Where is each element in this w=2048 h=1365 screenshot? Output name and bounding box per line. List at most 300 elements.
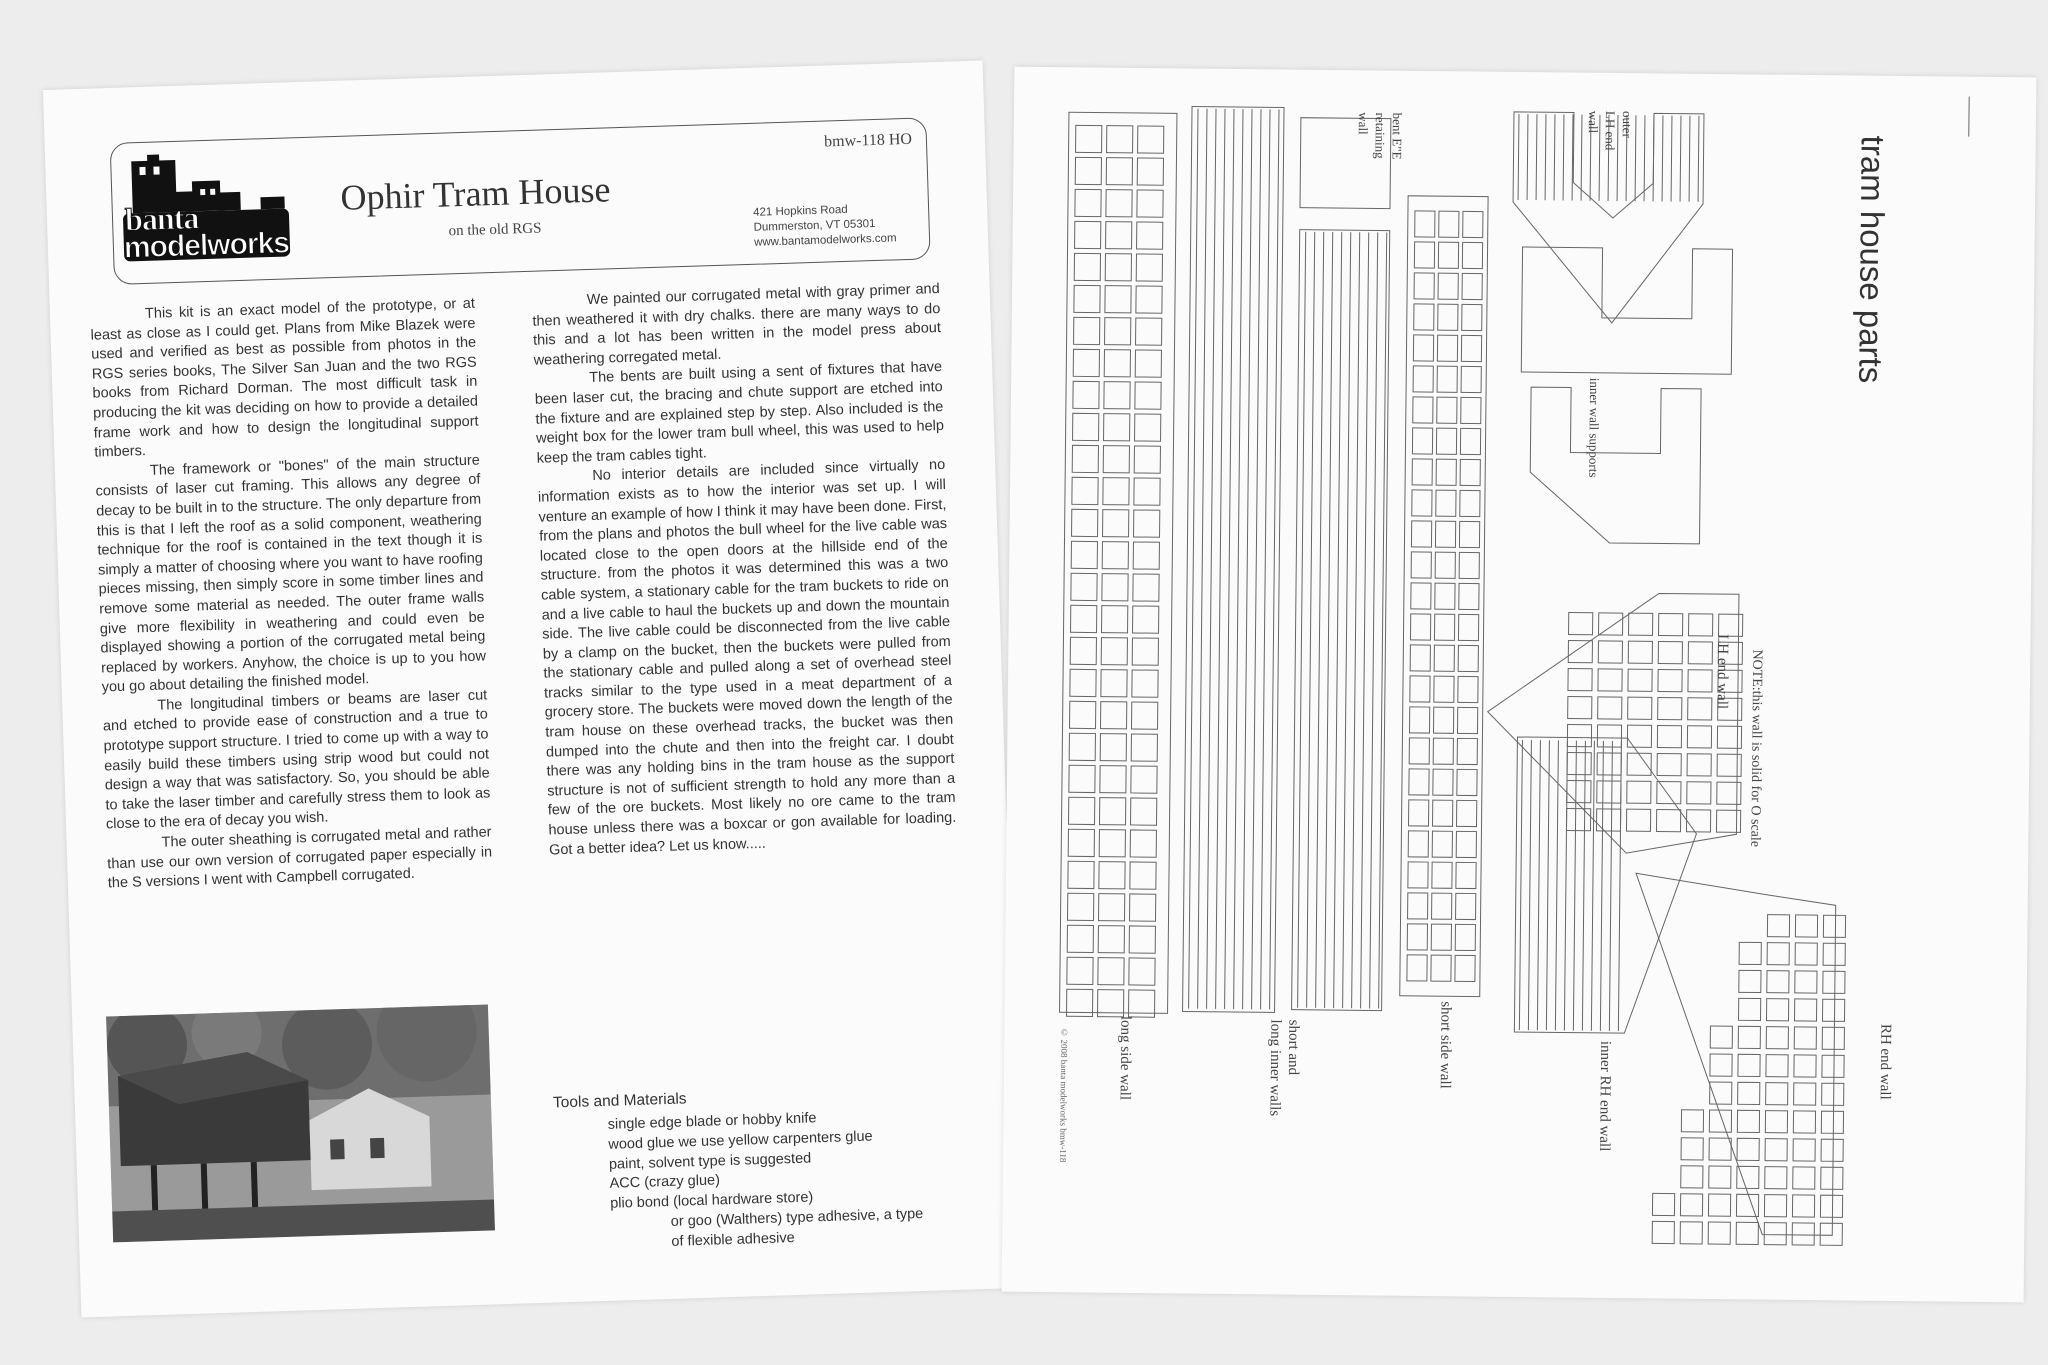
window-pane <box>1106 158 1132 185</box>
window-pane <box>1071 541 1097 568</box>
window-pane <box>1627 753 1651 775</box>
window-pane <box>1135 414 1161 441</box>
window-pane <box>1765 1111 1787 1133</box>
plank-line <box>1216 109 1225 1009</box>
window-pane <box>1736 1194 1758 1216</box>
window-pane <box>1767 915 1789 937</box>
copyright-text: © 2008 banta modelworks bmw-118 <box>1057 1027 1070 1163</box>
window-pane <box>1687 782 1711 804</box>
window-pane <box>1413 397 1433 423</box>
window-pane <box>1098 926 1124 953</box>
plank-line <box>1225 109 1234 1009</box>
window-pane <box>1408 862 1428 888</box>
window-pane <box>1737 1138 1759 1160</box>
window-pane <box>1457 738 1477 764</box>
plank-line <box>1316 232 1324 1008</box>
window-pane <box>1100 798 1126 825</box>
window-pane <box>1793 1111 1815 1133</box>
paragraph: No interior details are included since virtually no information exists as to how the interior was set up. I will venture an example of how I think it may have been done. First, from the plans and photos the bull wheel for the live cable was located close to the open doors at the hillside end of the structure. from the photos it was determined this was a two cable system, a stationary cable for the tram buckets to ride on and a live cable to haul the buckets up and down the mountain side. The live cable could be disconnected from the live cable by a clamp on the bucket, then the buckets were pulled from the stationary cable and pulled along a set of overhead steel tracks similar to the type used in a meat department of a grocery store. The buckets were moved down the length of the tram house on these overhead tracks, the bucket was then dumped into the chute and then into the freight car. I doubt there was any holding bins in the tram house as the support structure is not of sufficient strength to hold any more than a few of the ore buckets. Most likely no ore came to the tram house unless there was a boxcar or gon available for loading. Got a better idea? Let us know..... <box>537 457 957 859</box>
window-pane <box>1795 971 1817 993</box>
window-pane <box>1103 446 1129 473</box>
window-pane <box>1434 614 1454 640</box>
paragraph: This kit is an exact model of the prototype, or at least as close as I could get. Plans from Mike Blazek were used and verified as best as possible from photos in the RGS series books, The Silver San Juan and the two RGS books from Richard Dorman. The most difficult task in producing the kit was deciding on how to provide a detailed frame work and how to design the longitudinal support timbers. <box>90 295 479 461</box>
window-pane <box>1412 428 1432 454</box>
window-pane <box>1460 490 1480 516</box>
window-pane <box>1681 1166 1703 1188</box>
plank-line <box>1518 114 1519 200</box>
plank-line <box>1334 232 1342 1008</box>
label-rh-end-wall: RH end wall <box>1876 1023 1894 1100</box>
window-pane <box>1765 1139 1787 1161</box>
window-pane <box>1431 955 1451 981</box>
window-pane <box>1104 382 1130 409</box>
window-pane <box>1598 697 1622 719</box>
window-pane <box>1129 926 1155 953</box>
window-pane <box>1433 707 1453 733</box>
window-pane <box>1658 669 1682 691</box>
window-pane <box>1101 638 1127 665</box>
window-pane <box>1628 669 1652 691</box>
window-pane <box>1070 669 1096 696</box>
plank-line <box>1680 116 1681 202</box>
window-pane <box>1794 999 1816 1021</box>
plank-line <box>1662 115 1663 201</box>
window-pane <box>1072 509 1098 536</box>
window-pane <box>1821 1111 1843 1133</box>
window-pane <box>1101 702 1127 729</box>
plank-line <box>1564 741 1567 1031</box>
window-pane <box>1130 862 1156 889</box>
window-pane <box>1072 445 1098 472</box>
window-pane <box>1462 273 1482 299</box>
window-pane <box>1458 676 1478 702</box>
window-pane <box>1412 490 1432 516</box>
window-pane <box>1099 894 1125 921</box>
instruction-sheet <box>43 61 1021 1318</box>
window-pane <box>1688 670 1712 692</box>
kit-code: bmw-118 HO <box>823 130 913 151</box>
window-pane <box>1737 1110 1759 1132</box>
kit-subtitle: on the old RGS <box>448 220 542 240</box>
window-pane <box>1457 769 1477 795</box>
window-pane <box>1820 1223 1842 1245</box>
window-pane <box>1133 606 1159 633</box>
window-pane <box>1407 924 1427 950</box>
plank-line <box>1343 232 1351 1008</box>
tools-item: ACC (crazy glue) <box>609 1172 721 1193</box>
window-pane <box>1739 970 1761 992</box>
window-pane <box>1710 1054 1732 1076</box>
plank-line <box>1261 109 1270 1009</box>
window-pane <box>1437 335 1457 361</box>
window-pane <box>1456 831 1476 857</box>
window-pane <box>1567 781 1591 803</box>
window-pane <box>1069 797 1095 824</box>
plank-line <box>1546 740 1549 1030</box>
window-pane <box>1658 641 1682 663</box>
window-pane <box>1100 734 1126 761</box>
window-pane <box>1068 829 1094 856</box>
window-pane <box>1409 707 1429 733</box>
window-pane <box>1567 725 1591 747</box>
window-pane <box>1738 1082 1760 1104</box>
window-pane <box>1105 286 1131 313</box>
window-pane <box>1415 211 1435 237</box>
window-pane <box>1073 413 1099 440</box>
window-pane <box>1130 830 1156 857</box>
window-pane <box>1414 273 1434 299</box>
parts-title: tram house parts <box>1852 135 1892 384</box>
window-pane <box>1411 552 1431 578</box>
address-line: 421 Hopkins Road <box>752 203 848 219</box>
window-pane <box>1766 999 1788 1021</box>
window-pane <box>1431 924 1451 950</box>
window-pane <box>1069 733 1095 760</box>
label-note: NOTE:this wall is solid for O scale <box>1747 649 1765 848</box>
window-pane <box>1436 490 1456 516</box>
window-pane <box>1689 614 1713 636</box>
window-pane <box>1765 1167 1787 1189</box>
kit-title: Ophir Tram House <box>339 169 612 218</box>
prototype-photo <box>106 1005 495 1243</box>
window-pane <box>1457 707 1477 733</box>
window-pane <box>1628 697 1652 719</box>
window-pane <box>1569 613 1593 635</box>
window-pane <box>1434 676 1454 702</box>
window-pane <box>1432 862 1452 888</box>
window-pane <box>1461 397 1481 423</box>
window-pane <box>1738 1054 1760 1076</box>
plank-line <box>1270 109 1279 1009</box>
window-pane <box>1102 606 1128 633</box>
window-pane <box>1136 254 1162 281</box>
label-long-inner-walls: long inner walls <box>1266 1019 1284 1117</box>
paragraph: The outer sheathing is corrugated metal and rather than use our own version of corrugated paper especially in the S versions I went with Campbell corrugated. <box>107 824 493 892</box>
window-pane <box>1134 510 1160 537</box>
plank-line <box>1307 232 1315 1008</box>
window-pane <box>1098 958 1124 985</box>
plank-line <box>1243 109 1252 1009</box>
window-pane <box>1460 428 1480 454</box>
window-pane <box>1075 189 1101 216</box>
window-pane <box>1433 800 1453 826</box>
window-pane <box>1433 738 1453 764</box>
window-pane <box>1434 645 1454 671</box>
left-text-column <box>90 295 493 895</box>
window-pane <box>1433 769 1453 795</box>
window-pane <box>1412 459 1432 485</box>
window-pane <box>1411 521 1431 547</box>
window-pane <box>1793 1167 1815 1189</box>
logo-line1: banta <box>124 199 199 238</box>
window-pane <box>1457 800 1477 826</box>
window-pane <box>1100 766 1126 793</box>
window-pane <box>1456 893 1476 919</box>
plank-line <box>1370 232 1378 1008</box>
window-pane <box>1766 1083 1788 1105</box>
tools-list <box>607 1106 924 1254</box>
window-pane <box>1598 641 1622 663</box>
window-pane <box>1130 894 1156 921</box>
window-pane <box>1458 614 1478 640</box>
window-pane <box>1709 1138 1731 1160</box>
tools-item: wood glue we use yellow carpenters glue <box>608 1128 873 1153</box>
window-pane <box>1461 335 1481 361</box>
window-pane <box>1414 242 1434 268</box>
window-pane <box>1823 971 1845 993</box>
window-pane <box>1073 349 1099 376</box>
label-retaining: retaining <box>1372 112 1388 159</box>
paragraph: The framework or "bones" of the main structure consists of laser cut framing. This allows any degree of decay to be built in to the structure. The only departure from this is that I left the roof as a solid component, weathering technique for the roof is contained in the text though it is simply a matter of choosing where you want to have roofing pieces missing, then simply score in some timber lines and remove some material as needed. The outer frame walls give more flexibility in weathering and could even be displayed showing a portion of the corrugated metal being replaced by workers. Anyhow, the choice is up to you how you go about detailing the finished model. <box>95 452 487 696</box>
right-text-column <box>532 280 958 861</box>
window-pane <box>1459 521 1479 547</box>
label-wall: wall <box>1355 112 1371 135</box>
window-pane <box>1437 397 1457 423</box>
window-pane <box>1414 304 1434 330</box>
window-pane <box>1792 1223 1814 1245</box>
window-pane <box>1568 697 1592 719</box>
window-pane <box>1071 573 1097 600</box>
plank-line <box>1527 114 1528 200</box>
window-pane <box>1793 1139 1815 1161</box>
plank-line <box>1698 116 1699 202</box>
window-pane <box>1597 781 1621 803</box>
window-pane <box>1597 725 1621 747</box>
window-pane <box>1132 638 1158 665</box>
window-pane <box>1408 893 1428 919</box>
address-website: www.bantamodelworks.com <box>753 232 897 249</box>
window-pane <box>1822 999 1844 1021</box>
logo-line2: modelworks <box>123 226 290 265</box>
address-line: Dummerston, VT 05301 <box>753 217 876 234</box>
plank-line <box>1252 109 1261 1009</box>
plank-line <box>1653 115 1654 201</box>
window-pane <box>1710 1026 1732 1048</box>
window-pane <box>1738 998 1760 1020</box>
plank-line <box>1361 232 1369 1008</box>
window-pane <box>1073 381 1099 408</box>
window-pane <box>1822 1083 1844 1105</box>
window-pane <box>1456 862 1476 888</box>
plank-line <box>1600 741 1603 1031</box>
tools-item: single edge blade or hobby knife <box>607 1110 817 1133</box>
window-pane <box>1764 1223 1786 1245</box>
window-pane <box>1410 676 1430 702</box>
plank-line <box>1189 109 1198 1009</box>
window-pane <box>1074 285 1100 312</box>
window-pane <box>1138 126 1164 153</box>
window-pane <box>1680 1222 1702 1244</box>
window-pane <box>1134 478 1160 505</box>
window-pane <box>1821 1167 1843 1189</box>
banta-logo <box>119 148 292 263</box>
plank-line <box>1207 109 1216 1009</box>
window-pane <box>1686 810 1710 832</box>
window-pane <box>1455 924 1475 950</box>
window-pane <box>1072 477 1098 504</box>
window-pane <box>1410 614 1430 640</box>
window-pane <box>1792 1195 1814 1217</box>
plank-line <box>1582 741 1585 1031</box>
label-lh-end: LH end <box>1602 110 1619 151</box>
window-pane <box>1437 366 1457 392</box>
window-pane <box>1627 725 1651 747</box>
window-pane <box>1409 769 1429 795</box>
window-pane <box>1766 1055 1788 1077</box>
plank-line <box>1352 232 1360 1008</box>
window-pane <box>1599 613 1623 635</box>
window-pane <box>1567 753 1591 775</box>
window-pane <box>1687 726 1711 748</box>
plank-line <box>1671 116 1672 202</box>
window-pane <box>1462 304 1482 330</box>
window-pane <box>1687 754 1711 776</box>
window-pane <box>1407 955 1427 981</box>
window-pane <box>1133 574 1159 601</box>
window-pane <box>1708 1194 1730 1216</box>
window-pane <box>1795 943 1817 965</box>
plank-line <box>1234 109 1243 1009</box>
window-pane <box>1463 211 1483 237</box>
tools-item: paint, solvent type is suggested <box>608 1150 812 1173</box>
window-pane <box>1413 335 1433 361</box>
window-pane <box>1568 641 1592 663</box>
label-outer: outer <box>1619 111 1636 138</box>
window-pane <box>1409 800 1429 826</box>
label-inner-rh-end-wall: inner RH end wall <box>1596 1040 1614 1152</box>
window-pane <box>1439 211 1459 237</box>
window-pane <box>1820 1195 1842 1217</box>
window-pane <box>1104 350 1130 377</box>
window-pane <box>1794 1055 1816 1077</box>
window-pane <box>1070 701 1096 728</box>
plank-line <box>1536 114 1537 200</box>
window-pane <box>1656 809 1680 831</box>
window-pane <box>1067 957 1093 984</box>
window-pane <box>1709 1166 1731 1188</box>
window-pane <box>1137 158 1163 185</box>
plank-line <box>1555 740 1558 1030</box>
window-pane <box>1659 613 1683 635</box>
plank-line <box>1554 114 1555 200</box>
window-pane <box>1657 725 1681 747</box>
window-pane <box>1106 222 1132 249</box>
window-pane <box>1680 1194 1702 1216</box>
support-outline <box>1529 387 1701 544</box>
plank-line <box>1618 741 1621 1031</box>
window-pane <box>1099 862 1125 889</box>
window-pane <box>1135 382 1161 409</box>
plank-line <box>1689 116 1690 202</box>
window-pane <box>1099 830 1125 857</box>
header-box <box>110 117 931 285</box>
plank-line <box>1545 114 1546 200</box>
window-pane <box>1596 809 1620 831</box>
window-pane <box>1068 861 1094 888</box>
window-pane <box>1134 446 1160 473</box>
window-pane <box>1822 1055 1844 1077</box>
plank-line <box>1591 741 1594 1031</box>
window-pane <box>1652 1193 1674 1215</box>
window-pane <box>1438 242 1458 268</box>
tools-heading: Tools and Materials <box>552 1090 687 1112</box>
short-side-wall-outline <box>1400 196 1488 997</box>
window-pane <box>1075 221 1101 248</box>
window-pane <box>1460 459 1480 485</box>
plank-line <box>1198 109 1207 1009</box>
label-bent: bent E"E <box>1389 112 1405 160</box>
window-pane <box>1658 697 1682 719</box>
tools-item-continued: of flexible adhesive <box>671 1229 795 1250</box>
window-pane <box>1106 190 1132 217</box>
plank-line <box>1528 740 1531 1030</box>
plank-line <box>1573 741 1576 1031</box>
plank-line <box>1644 115 1645 201</box>
support-outline <box>1521 247 1732 374</box>
window-pane <box>1708 1222 1730 1244</box>
window-pane <box>1133 542 1159 569</box>
window-pane <box>1598 669 1622 691</box>
paragraph: The longitudinal timbers or beams are laser cut and etched to provide ease of construction and a true to prototype support structure. I tried to come up with a way to easily build these timbers using strip wood but could not design a way that was satisfactory. So, you should be able to take the laser timber and carefully stress them to look as close to the era of decay you wish. <box>102 687 491 833</box>
plank-line <box>1635 115 1636 201</box>
tools-item-continued: or goo (Walthers) type adhesive, a type <box>670 1205 924 1230</box>
window-pane <box>1409 738 1429 764</box>
window-pane <box>1461 366 1481 392</box>
window-pane <box>1101 670 1127 697</box>
window-pane <box>1436 428 1456 454</box>
window-pane <box>1767 943 1789 965</box>
window-pane <box>1432 831 1452 857</box>
window-pane <box>1075 157 1101 184</box>
window-pane <box>1823 915 1845 937</box>
window-pane <box>1071 605 1097 632</box>
window-pane <box>1076 125 1102 152</box>
window-pane <box>1432 893 1452 919</box>
window-pane <box>1822 1027 1844 1049</box>
window-pane <box>1688 642 1712 664</box>
window-pane <box>1566 809 1590 831</box>
window-pane <box>1136 286 1162 313</box>
window-pane <box>1411 583 1431 609</box>
window-pane <box>1137 222 1163 249</box>
window-pane <box>1438 304 1458 330</box>
paragraph: The bents are built using a sent of fixtures that have been laser cut, the bracing and chute support are etched into the fixture and are explained step by step. Also included is the weight box for the lower tram bull wheel, this was used to help keep the tram cables tight. <box>534 359 945 467</box>
window-pane <box>1438 273 1458 299</box>
window-pane <box>1102 542 1128 569</box>
window-pane <box>1129 958 1155 985</box>
label-short-side-wall: short side wall <box>1436 1001 1454 1089</box>
window-pane <box>1794 1027 1816 1049</box>
window-pane <box>1132 670 1158 697</box>
plank-line <box>1572 115 1573 201</box>
window-pane <box>1436 459 1456 485</box>
window-pane <box>1657 753 1681 775</box>
window-pane <box>1462 242 1482 268</box>
window-pane <box>1823 943 1845 965</box>
window-pane <box>1681 1110 1703 1132</box>
window-pane <box>1657 781 1681 803</box>
window-pane <box>1107 126 1133 153</box>
address-block <box>753 201 897 250</box>
label-lh-end-wall: LH end wall <box>1713 634 1731 710</box>
window-pane <box>1738 1026 1760 1048</box>
window-pane <box>1103 510 1129 537</box>
window-pane <box>1709 1110 1731 1132</box>
window-pane <box>1074 317 1100 344</box>
tools-item: plio bond (local hardware store) <box>609 1189 814 1212</box>
plank-line <box>1325 232 1333 1008</box>
window-pane <box>1102 574 1128 601</box>
